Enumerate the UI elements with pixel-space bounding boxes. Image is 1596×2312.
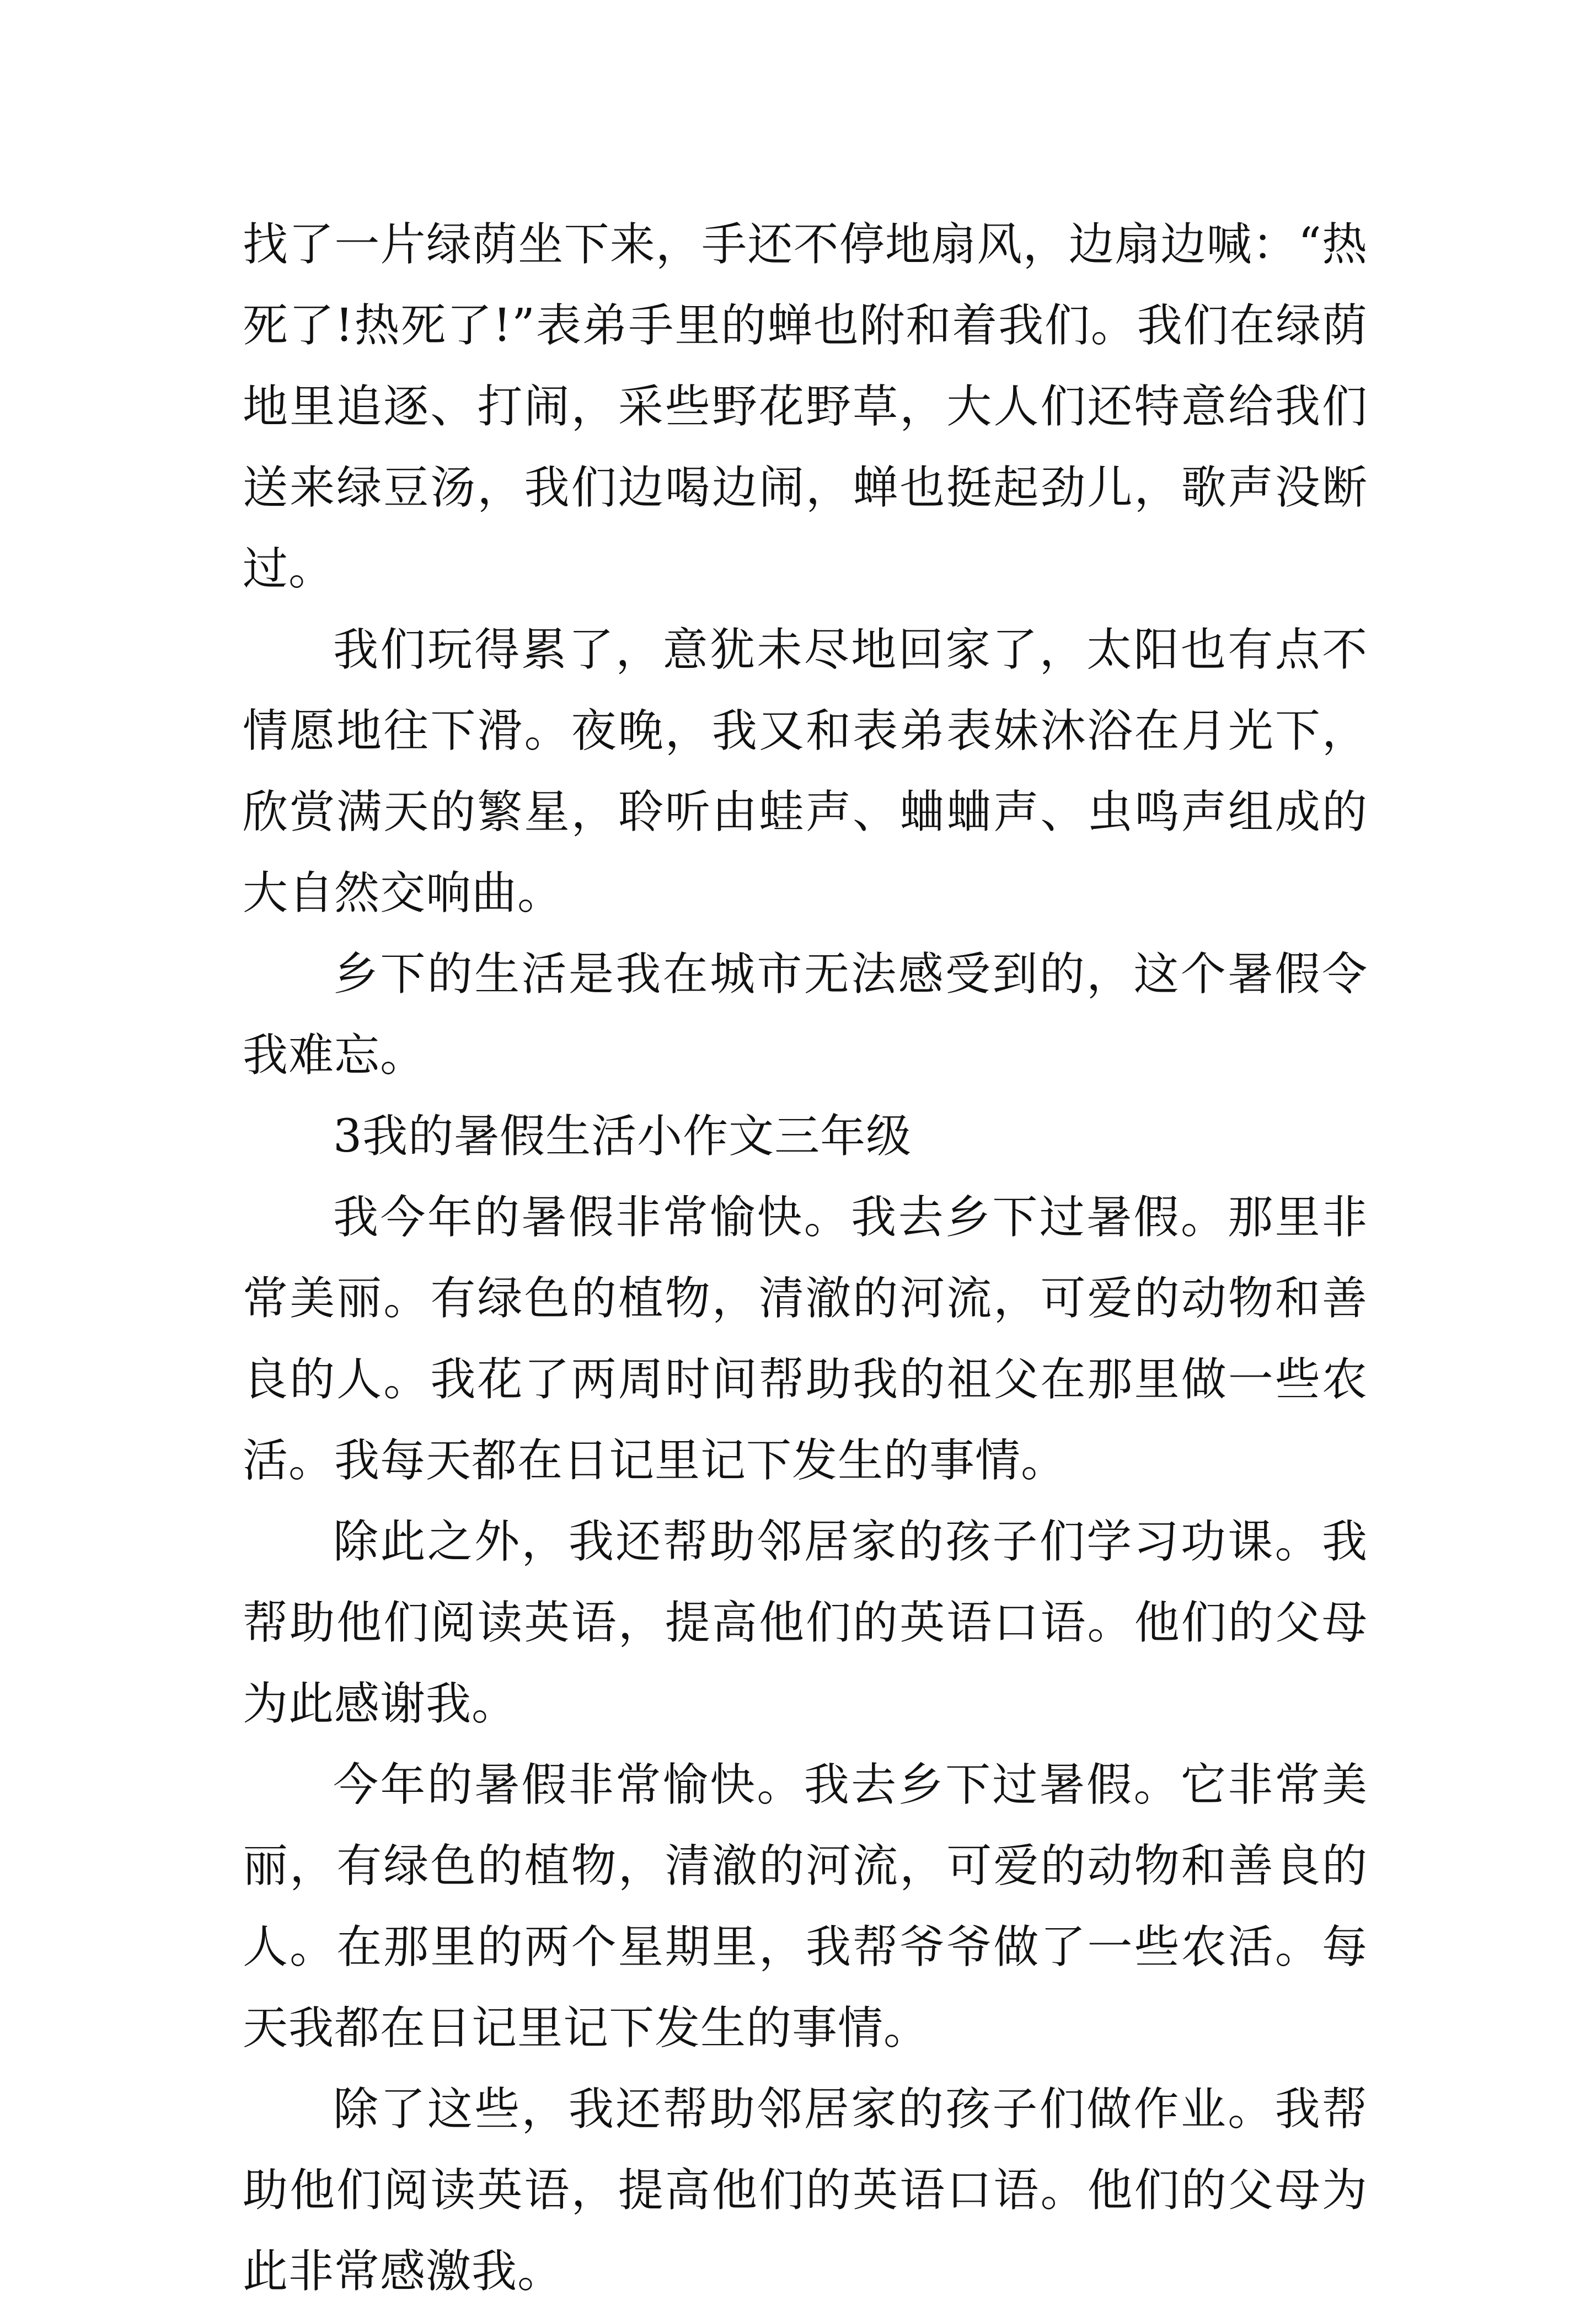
section-heading: 3我的暑假生活小作文三年级: [333, 1110, 912, 1163]
paragraph: 今年的暑假非常愉快。我去乡下过暑假。它非常美丽，有绿色的植物，清澈的河流，可爱的动物和善良的人。在那里的两个星期里，我帮爷爷做了一些农活。每天我都在日记里记下发生的事情。: [243, 1759, 1368, 2054]
paragraph: 我们玩得累了，意犹未尽地回家了，太阳也有点不情愿地往下滑。夜晚，我又和表弟表妹沐浴在月光下，欣赏满天的繁星，聆听由蛙声、蛐蛐声、虫鸣声组成的大自然交响曲。: [243, 624, 1368, 919]
paragraph: 除此之外，我还帮助邻居家的孩子们学习功课。我帮助他们阅读英语，提高他们的英语口语。他们的父母为此感谢我。: [243, 1516, 1368, 1730]
document-body: [243, 204, 1368, 2312]
paragraph-continued: 找了一片绿荫坐下来，手还不停地扇风，边扇边喊：“热死了!热死了!”表弟手里的蝉也附和着我们。我们在绿荫地里追逐、打闹，采些野花野草，大人们还特意给我们送来绿豆汤，我们边喝边闹，蝉也挺起劲儿，歌声没断过。: [243, 218, 1368, 595]
paragraph: 我今年的暑假非常愉快。我去乡下过暑假。那里非常美丽。有绿色的植物，清澈的河流，可爱的动物和善良的人。我花了两周时间帮助我的祖父在那里做一些农活。我每天都在日记里记下发生的事情。: [243, 1191, 1368, 1487]
paragraph: 乡下的生活是我在城市无法感受到的，这个暑假令我难忘。: [243, 948, 1368, 1082]
paragraph: 除了这些，我还帮助邻居家的孩子们做作业。我帮助他们阅读英语，提高他们的英语口语。他们的父母为此非常感激我。: [243, 2083, 1368, 2298]
